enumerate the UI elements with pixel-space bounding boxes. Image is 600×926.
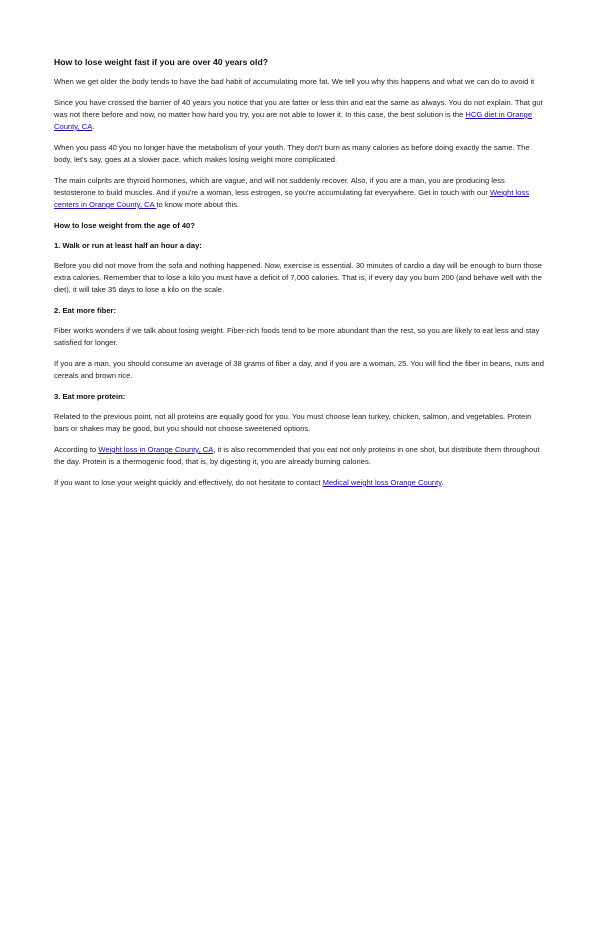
paragraph-end: , it is also recommended that you eat not only proteins in one shot, but distribute them throughout the day. Protein is a thermogenic food, that is, by digesting it, you are already burning calories. (54, 445, 540, 466)
paragraph-text: Since you have crossed the barrier of 40 years you notice that you are fatter or less thin and eat the same as always. You do not explain. That gut was not there before and now, no matter how hard you try, you are not able to lower it. In this case, the best solution is the (54, 98, 543, 119)
intro-paragraph: When we get older the body tends to have the bad habit of accumulating more fat. We tell you why this happens and what we can do to avoid it (54, 77, 535, 86)
paragraph-metabolism: When you pass 40 you no longer have the metabolism of your youth. They don't burn as many calories as before doing exactly the same. The body, let's say, goes at a slower pace, which makes losing weight more complicated. (54, 143, 530, 164)
paragraph-text: If you want to lose your weight quickly and effectively, do not hesitate to contact (54, 478, 323, 487)
link-weight-loss-centers[interactable]: Weight loss centers in Orange County, CA (54, 188, 530, 209)
paragraph-protein: Related to the previous point, not all proteins are equally good for you. You must choose lean turkey, chicken, salmon, and vegetables. Protein bars or shakes may be good, but you should not choose sweetened options. (54, 412, 532, 433)
section-heading-main: How to lose weight from the age of 40? (54, 221, 195, 230)
link-weight-loss-oc[interactable]: Weight loss in Orange County, CA (98, 445, 214, 454)
paragraph-protein-timing (54, 444, 548, 468)
paragraph-exercise: Before you did not move from the sofa and nothing happened. Now, exercise is essential. 30 minutes of cardio a day will be enough to burn those extra calories. Remember that to lose a kilo you must have a deficit of 7,000 calories. That is, if every day you burn 200 (and behave well with the diet), it will take 35 days to lose a kilo on the scale. (54, 261, 542, 294)
paragraph-end: . (441, 478, 444, 487)
paragraph-hormones (54, 175, 548, 211)
paragraph-end: . (92, 122, 95, 131)
tip-heading-protein: 3. Eat more protein: (54, 392, 126, 401)
paragraph-text: According to (54, 445, 99, 454)
article-title: How to lose weight fast if you are over 40 years old? (54, 57, 268, 67)
paragraph-end: to know more about this. (156, 200, 240, 209)
paragraph-contact (54, 477, 548, 489)
paragraph-barrier-40 (54, 97, 548, 133)
tip-heading-fiber: 2. Eat more fiber: (54, 306, 117, 315)
link-hcg-diet[interactable]: HCG diet in Orange County, CA (54, 110, 533, 131)
paragraph-fiber: Fiber works wonders if we talk about losing weight. Fiber-rich foods tend to be more abundant than the rest, so you are likely to eat less and stay satisfied for longer. (54, 326, 540, 347)
link-medical-weight-loss[interactable]: Medical weight loss Orange County (322, 478, 442, 487)
article-body (54, 56, 548, 498)
paragraph-fiber-amount: If you are a man, you should consume an average of 38 grams of fiber a day, and if you are a woman, 25. You will find the fiber in beans, nuts and cereals and brown rice. (54, 359, 544, 380)
tip-heading-walk: 1. Walk or run at least half an hour a day: (54, 241, 202, 250)
paragraph-text: The main culprits are thyroid hormones, which are vague, and will not suddenly recover. Also, if you are a man, you are producing less testosterone to build muscles. And if you're a woman, less estrogen, so you're accumulating fat everywhere. Get in touch with our (54, 176, 505, 197)
